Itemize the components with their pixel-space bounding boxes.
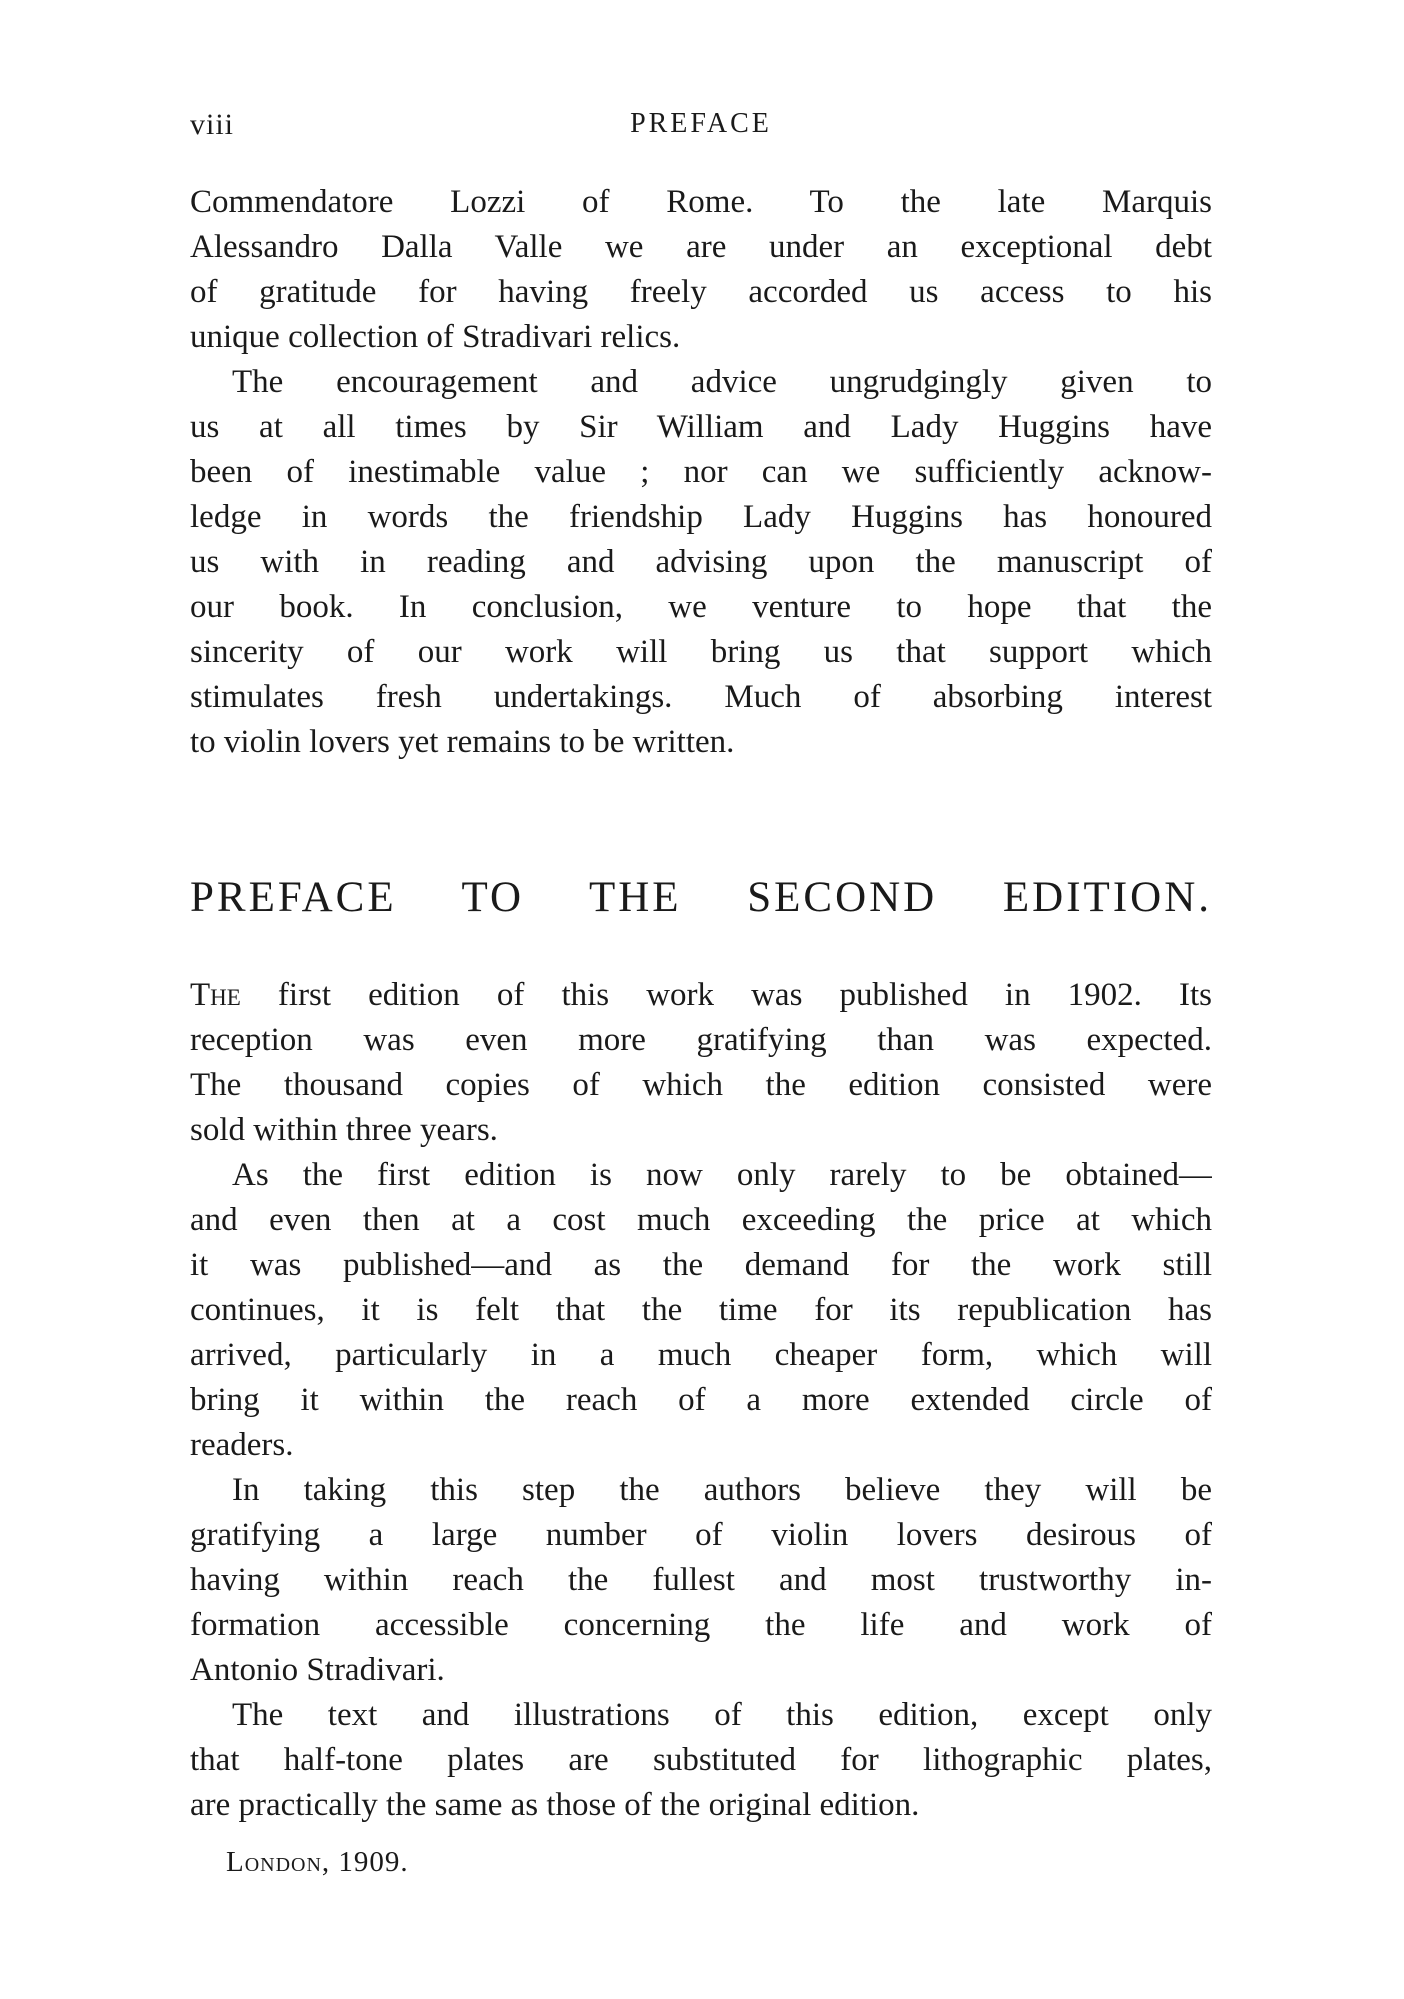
text-line: bring it within the reach of a more extended circle of (190, 1382, 1212, 1418)
text-line: As the first edition is now only rarely to be obtained— (232, 1157, 1212, 1193)
running-title: PREFACE (630, 108, 772, 139)
text-line: it was published—and as the demand for the work still (190, 1247, 1212, 1283)
second-edition-body (190, 973, 1212, 1828)
text-line: readers. (190, 1427, 294, 1463)
text-line: ledge in words the friendship Lady Huggins has honoured (190, 499, 1212, 535)
text-line: Antonio Stradivari. (190, 1652, 445, 1688)
text-line: having within reach the fullest and most trustworthy in- (190, 1562, 1212, 1598)
text-line: and even then at a cost much exceeding the price at which (190, 1202, 1212, 1238)
text-line: to violin lovers yet remains to be written. (190, 724, 735, 760)
text-line (190, 973, 1212, 1018)
text-line: us at all times by Sir William and Lady Huggins have (190, 409, 1212, 445)
text-line: In taking this step the authors believe they will be (232, 1472, 1212, 1508)
text-line: been of inestimable value ; nor can we sufficiently acknow- (190, 454, 1212, 490)
text-line: that half-tone plates are substituted for lithographic plates, (190, 1742, 1212, 1778)
page-number: viii (190, 108, 235, 141)
text-line: of gratitude for having freely accorded us access to his (190, 274, 1212, 310)
text-line: arrived, particularly in a much cheaper form, which will (190, 1337, 1212, 1373)
text-line: Commendatore Lozzi of Rome. To the late Marquis (190, 184, 1212, 220)
text-line: our book. In conclusion, we venture to hope that the (190, 589, 1212, 625)
text-line: continues, it is felt that the time for its republication has (190, 1292, 1212, 1328)
text-line-rest: first edition of this work was published in 1902. Its (240, 977, 1212, 1013)
text-line: gratifying a large number of violin lovers desirous of (190, 1517, 1212, 1553)
section-heading: PREFACE TO THE SECOND EDITION. (190, 874, 1212, 921)
text-line: us with in reading and advising upon the manuscript of (190, 544, 1212, 580)
text-line: The text and illustrations of this edition, except only (232, 1697, 1212, 1733)
text-line: are practically the same as those of the original edition. (190, 1787, 920, 1823)
text-line: reception was even more gratifying than was expected. (190, 1022, 1212, 1058)
text-line: sold within three years. (190, 1112, 498, 1148)
text-line: unique collection of Stradivari relics. (190, 319, 681, 355)
drop-word: The (190, 977, 241, 1013)
text-line: Alessandro Dalla Valle we are under an exceptional debt (190, 229, 1212, 265)
signoff: London, 1909. (226, 1846, 409, 1878)
text-line: The encouragement and advice ungrudgingly given to (232, 364, 1212, 400)
running-head (190, 108, 1212, 152)
text-line: stimulates fresh undertakings. Much of absorbing interest (190, 679, 1212, 715)
text-line: sincerity of our work will bring us that support which (190, 634, 1212, 670)
text-line: formation accessible concerning the life and work of (190, 1607, 1212, 1643)
text-line: The thousand copies of which the edition consisted were (190, 1067, 1212, 1103)
preface-continuation (190, 180, 1212, 765)
